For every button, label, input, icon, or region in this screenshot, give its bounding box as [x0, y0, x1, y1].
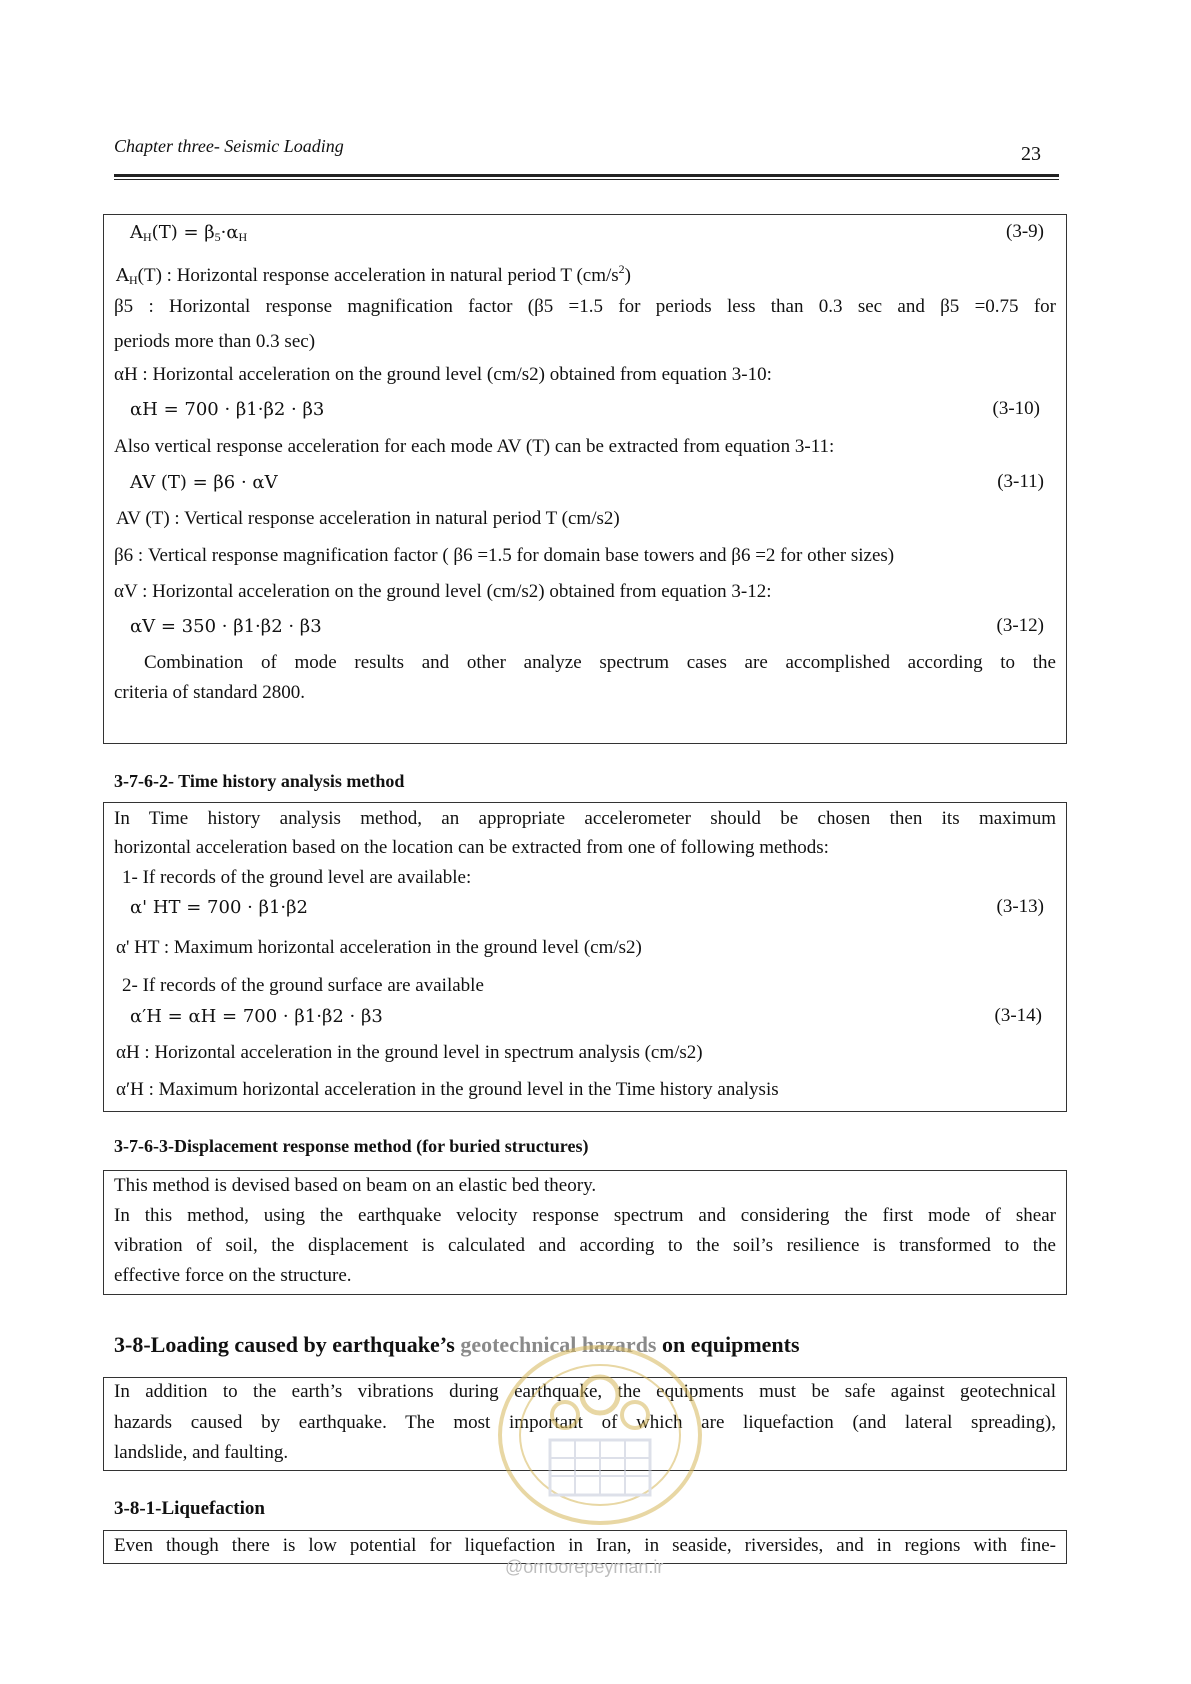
paragraph-line: In this method, using the earthquake velocity response spectrum and considering the first mode of shear	[114, 1205, 1056, 1226]
definition-beta5-cont: periods more than 0.3 sec)	[114, 331, 316, 352]
displacement-box	[103, 1170, 1067, 1295]
paragraph-line: Even though there is low potential for liquefaction in Iran, in seaside, riversides, and in regions with fine-	[114, 1535, 1056, 1556]
equation-number: (3-12)	[996, 615, 1044, 636]
paragraph-line: vibration of soil, the displacement is calculated and according to the soil’s resilience is transformed to the	[114, 1235, 1056, 1256]
definition-alpha-ht: α' HT : Maximum horizontal acceleration in the ground level (cm/s2)	[116, 937, 642, 958]
vertical-intro: Also vertical response acceleration for each mode AV (T) can be extracted from equation 3-11:	[114, 436, 835, 457]
paragraph-line: This method is devised based on beam on an elastic bed theory.	[114, 1175, 597, 1196]
time-history-box	[103, 802, 1067, 1112]
section-heading: 3-8-1-Liquefaction	[114, 1498, 265, 1519]
paragraph-line: effective force on the structure.	[114, 1265, 352, 1286]
watermark-stamp-icon	[490, 1340, 710, 1530]
spectrum-box	[103, 214, 1067, 744]
definition-beta6: β6 : Vertical response magnification factor ( β6 =1.5 for domain base towers and β6 =2 for other sizes)	[114, 545, 895, 566]
watermark-text: @omoorepeyman.ir	[505, 1557, 664, 1577]
definition-alpha-h-prime: α′H : Maximum horizontal acceleration in the ground level in the Time history analysis	[116, 1079, 779, 1100]
section-heading: 3-7-6-3-Displacement response method (for buried structures)	[114, 1136, 589, 1156]
section-heading: 3-7-6-2- Time history analysis method	[114, 771, 405, 791]
paragraph-line: landslide, and faulting.	[114, 1442, 289, 1463]
paragraph-line: hazards caused by earthquake. The most important of which are liquefaction (and lateral spreading),	[114, 1412, 1056, 1433]
definition-alpha-h: αH : Horizontal acceleration in the ground level in spectrum analysis (cm/s2)	[116, 1042, 703, 1063]
definition-alpha-h: αH : Horizontal acceleration on the ground level (cm/s2) obtained from equation 3-10:	[114, 364, 772, 385]
equation-number: (3-10)	[992, 398, 1040, 419]
equation-3-13: α' HT = 700 · β1·β2	[130, 897, 309, 918]
equation-3-12: αV = 350 · β1·β2 · β3	[130, 616, 322, 637]
definition-alpha-v: αV : Horizontal acceleration on the ground level (cm/s2) obtained from equation 3-12:	[114, 581, 772, 602]
list-item: 2- If records of the ground surface are available	[122, 975, 484, 996]
equation-number: (3-9)	[1006, 221, 1044, 242]
combination-text-cont: criteria of standard 2800.	[114, 682, 305, 703]
equation-number: (3-11)	[997, 471, 1044, 492]
equation-3-14: α′H = αH = 700 · β1·β2 · β3	[130, 1006, 383, 1027]
definition-av: AV (T) : Vertical response acceleration in natural period T (cm/s2)	[116, 508, 620, 529]
page-number: 23	[1021, 143, 1041, 165]
equation-3-11: AV (T) = β6 · αV	[130, 472, 278, 493]
paragraph-line: In addition to the earth’s vibrations during earthquake, the equipments must be safe against geotechnical	[114, 1381, 1056, 1402]
header-rule	[114, 174, 1059, 177]
equation-3-10: αH = 700 · β1·β2 · β3	[130, 399, 325, 420]
definition-ah: $A_H(T)$ : Horizontal response acceleration in natural period T $(cm/s^2)$	[116, 262, 631, 287]
equation-number: (3-13)	[996, 896, 1044, 917]
equation-number: (3-14)	[994, 1005, 1042, 1026]
paragraph-line: horizontal acceleration based on the location can be extracted from one of following methods:	[114, 837, 829, 858]
paragraph-line: In Time history analysis method, an appropriate accelerometer should be chosen then its maximum	[114, 808, 1056, 829]
running-header: Chapter three- Seismic Loading	[114, 136, 344, 156]
combination-text: Combination of mode results and other analyze spectrum cases are accomplished according to the	[144, 652, 1056, 673]
definition-beta5: β5 : Horizontal response magnification factor (β5 =1.5 for periods less than 0.3 sec and β5 =0.75 for	[114, 296, 1056, 317]
equation-3-9: $A_H(T) = \beta_5\cdot\alpha_H$	[130, 222, 248, 244]
chapter-section-heading: 3-8-Loading caused by earthquake’s geotechnical hazards on equipments	[114, 1332, 800, 1357]
header-rule-thin	[114, 179, 1059, 180]
list-item: 1- If records of the ground level are available:	[122, 867, 472, 888]
